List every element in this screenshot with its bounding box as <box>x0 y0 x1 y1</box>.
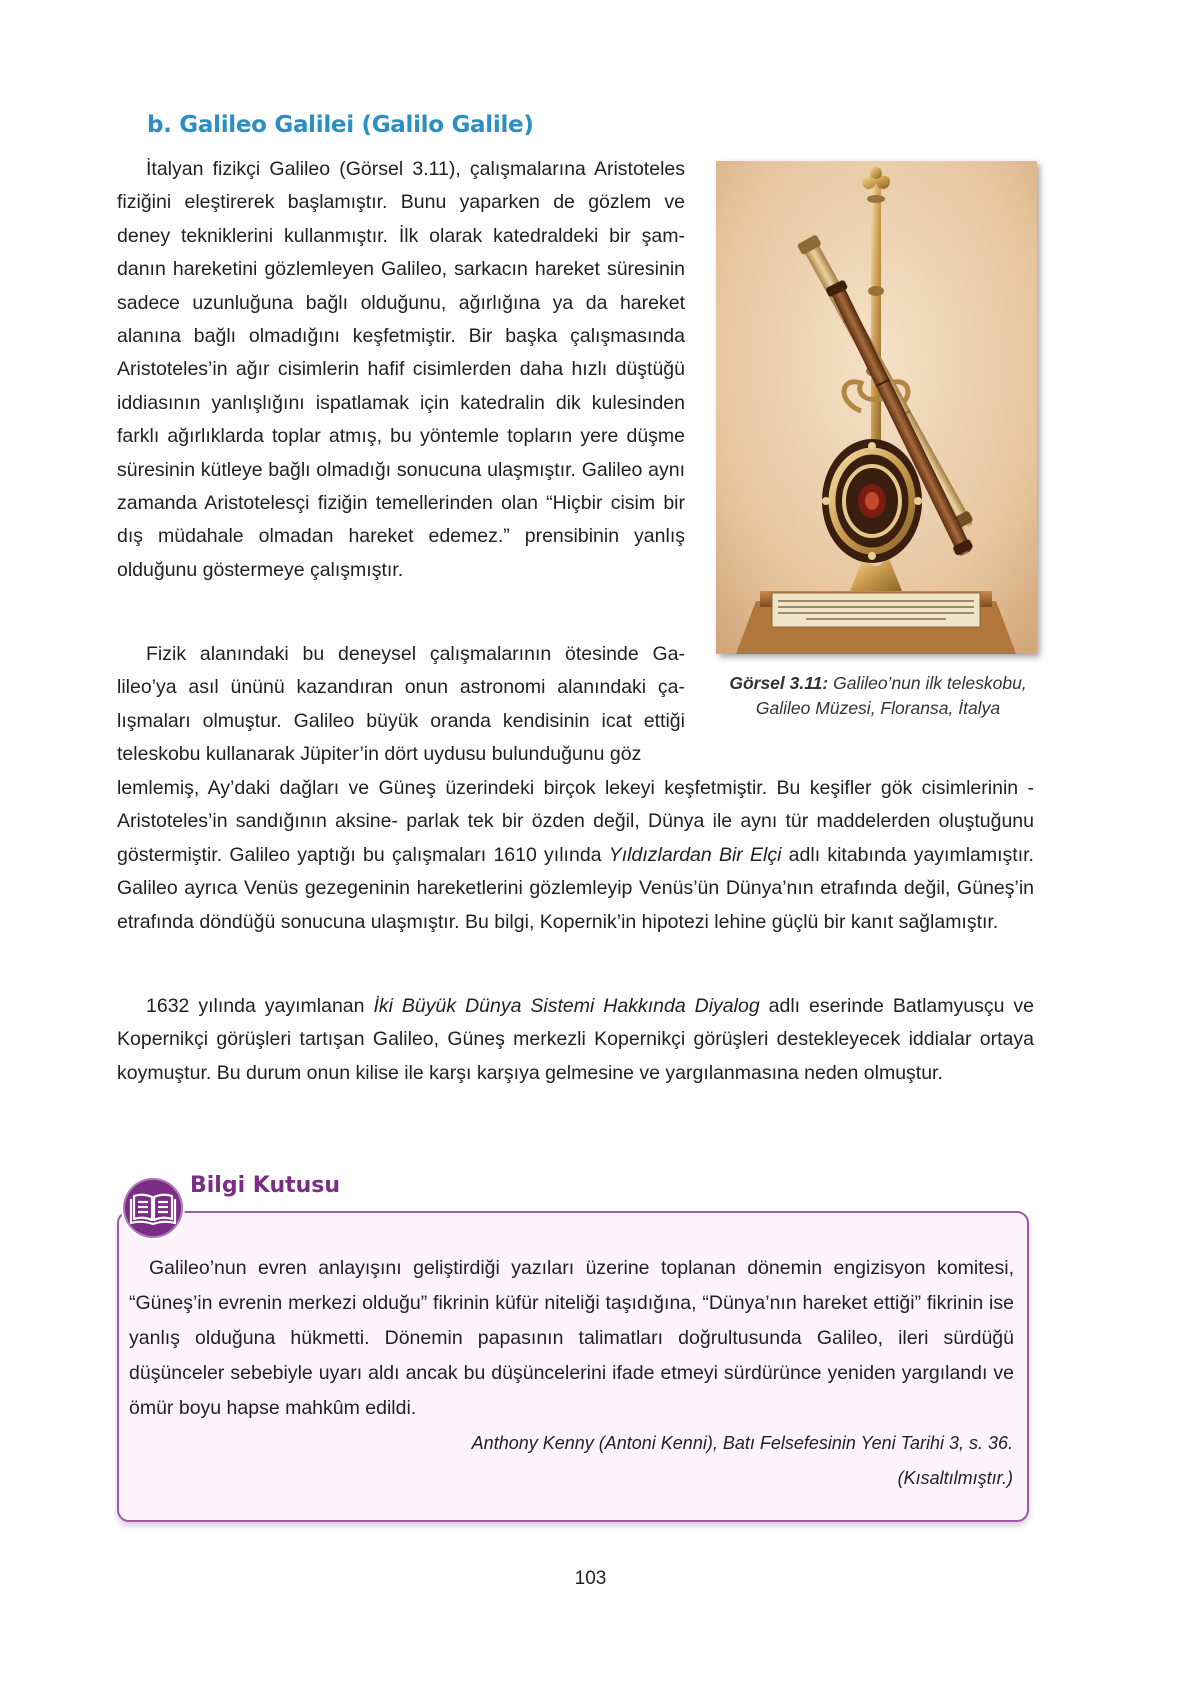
book-title-diyalog: İki Büyük Dünya Sistemi Hakkında Diyalog <box>373 995 760 1017</box>
paragraph-3-text-after: adlı eserinde Batlamyusçu ve Kopernikçi görüşleri tartışan Galileo, Güneş merkezli Kopernikçi görüşleri destekleyecek iddialar ortaya koymuştur. Bu durum onun kilise ile karşı karşıya gelmesine ve yargılanmasına neden olmuştur. <box>117 995 1035 1084</box>
paragraph-1-text: İtalyan fizikçi Galileo (Görsel 3.11), çalışmalarına Aristoteles fiziğini eleştirerek başlamıştır. Bunu yaparken de gözlem ve deney tekniklerini kullanmıştır. İlk olarak katedraldeki bir şamdanın hareketini gözlemleyen Galileo, sarkacın hareket süresinin sadece uzunluğuna bağlı olduğunu, ağırlığına ya da hareket alanına bağlı olmadığını keşfetmiştir. Bir başka çalışmasında Aristoteles’in ağır cisimlerin hafif cisimlerden daha hızlı düştüğü iddiasının yanlışlığını ispatlamak için katedralin dik kulesinden farklı ağırlıklarda toplar atmış, bu yöntemle topların yere düşme süresinin kütleye bağlı olmadığı sonucuna ulaşmıştır. Galileo aynı zamanda Aristotelesçi fiziğin temellerinden olan “Hiçbir cisim bir dış müdahale olmadan hareket edemez.” prensibinin yanlış olduğunu göstermeye çalışmıştır. <box>117 158 685 581</box>
paragraph-3 <box>117 990 1034 1090</box>
info-box-note: (Kısaltılmıştır.) <box>897 1468 1013 1488</box>
paragraph-3-text-before: 1632 yılında yayımlanan <box>146 995 374 1017</box>
page-number: 103 <box>574 1568 607 1589</box>
paragraph-2-text-after: adlı kitabında yayımlamıştır. Galileo ayrıca Venüs gezegeninin hareketlerini gözlemleyip Venüs’ün Dünya’nın etrafında değil, Güneş’in etrafında döndüğü sonucuna ulaşmıştır. Bu bilgi, Kopernik’in hipotezi lehine güçlü bir kanıt sağlamıştır. <box>117 843 1034 933</box>
section-title: b. Galileo Galilei (Galilo Galile) <box>147 112 534 138</box>
paragraph-2-text-narrow: Fizik alanındaki bu deneysel çalışmalarının ötesinde Galileo’ya asıl ününü kazandıran onun astronomi alanındaki çalışmaları olmuştur. Galileo büyük oranda kendisinin icat ettiği teleskobu kullanarak Jüpiter’in dört uydusu bulunduğunu göz <box>117 643 685 766</box>
figure-caption <box>718 671 1038 721</box>
galileo-telescope-photo <box>716 161 1037 654</box>
paragraph-2-narrow <box>117 638 685 772</box>
info-box-text <box>129 1251 1014 1426</box>
info-box-source: Anthony Kenny (Antoni Kenni), Batı Felsefesinin Yeni Tarihi 3, s. 36. <box>471 1433 1013 1453</box>
book-title-yildizlardan: Yıldızlardan Bir Elçi <box>608 843 782 866</box>
figure-label: Görsel 3.11: <box>729 673 829 693</box>
paragraph-2-text-before: lemlemiş, Ay’daki dağları ve Güneş üzerindeki birçok lekeyi keşfetmiştir. Bu keşifler gök cisimlerinin -Aristoteles’in sandığının aksine- parlak tek bir özden değil, Dünya ile aynı tür maddelerden oluştuğunu göstermiştir. Galileo yaptığı bu çalışmaları 1610 yılında <box>117 777 1034 866</box>
telescope-illustration <box>716 161 1037 654</box>
paragraph-1 <box>117 153 685 587</box>
info-box-body: Galileo’nun evren anlayışını geliştirdiği yazıları üzerine toplanan dönemin engizisyon komitesi, “Güneş’in evrenin merkezi olduğu” fikrinin küfür niteliği taşıdığına, “Dünya’nın hareket ettiği” fikrinin ise yanlış olduğuna hükmetti. Dönemin papasının talimatları doğrultusunda Galileo, ileri sürdüğü düşünceler sebebiyle uyarı aldı ancak bu düşüncelerini ifade etmeyi sürdürünce yeniden yargılandı ve ömür boyu hapse mahkûm edildi. <box>129 1257 1014 1419</box>
open-book-icon <box>120 1175 186 1241</box>
figure-caption-text: Galileo’nun ilk teleskobu, Galileo Müzesi, Floransa, İtalya <box>755 673 1027 718</box>
info-box-title: Bilgi Kutusu <box>190 1173 341 1198</box>
paragraph-2-wide <box>117 772 1034 939</box>
